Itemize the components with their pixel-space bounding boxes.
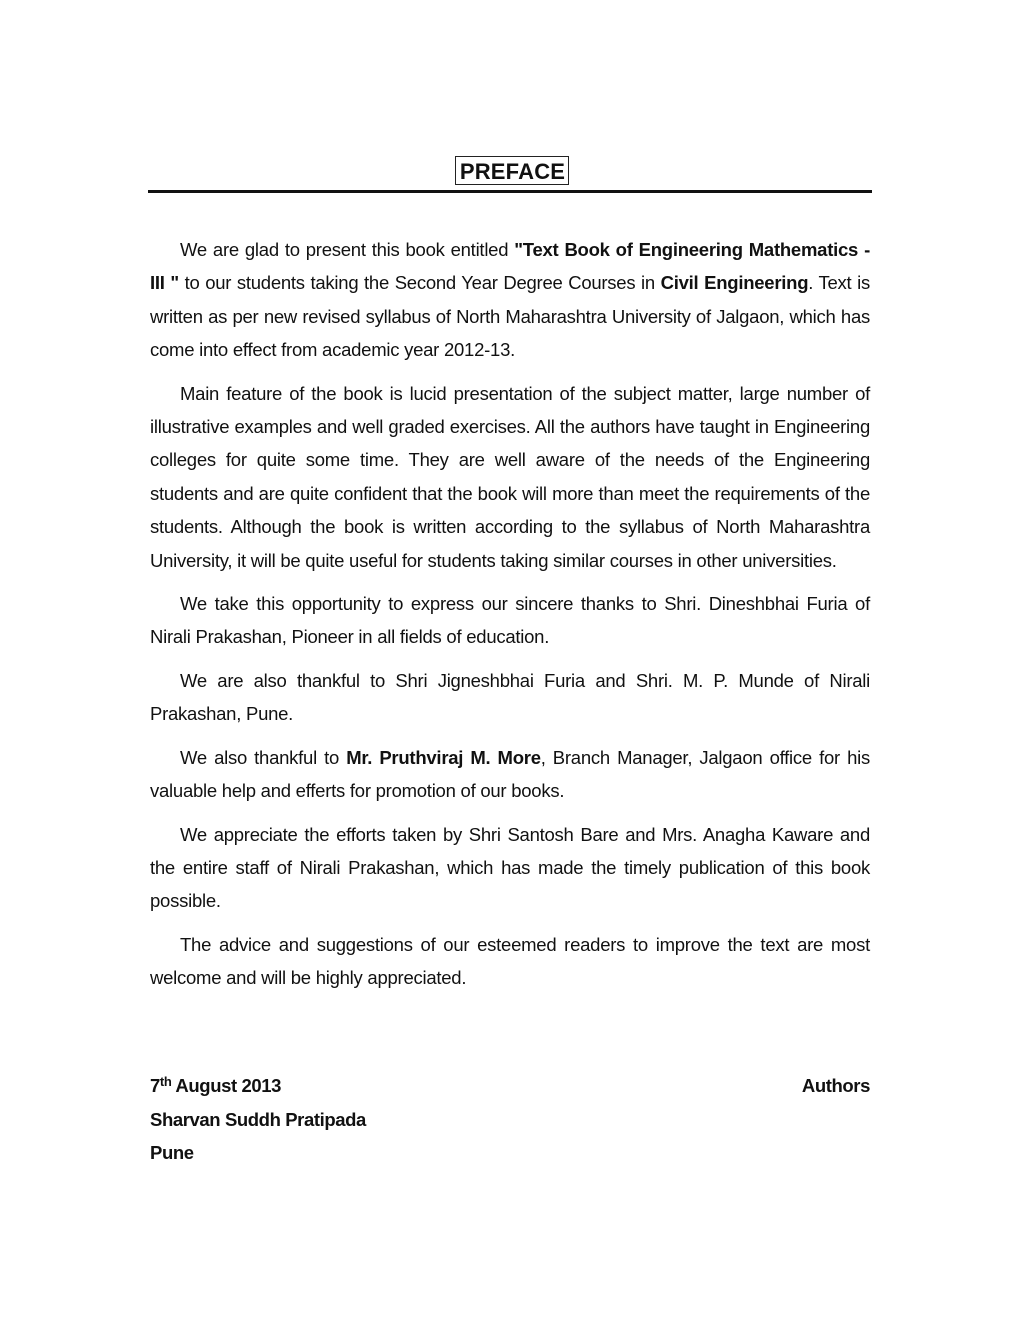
text-segment: The advice and suggestions of our esteemed readers to improve the text are most welcome and will be highly appreciated. [150, 933, 870, 989]
text-segment: Main feature of the book is lucid presentation of the subject matter, large number of illustrative examples and well graded exercises. All the authors have taught in Engineering colleges for quite some time. They are well aware of the needs of the Engineering students and are quite confident that the book will more than meet the requirements of the students. Although the book is written according to the syllabus of North Maharashtra University, it will be quite useful for students taking similar courses in other universities. [150, 382, 870, 571]
course-name: Civil Engineering [660, 272, 809, 294]
paragraph-suggestions [150, 928, 870, 995]
title-rule-divider [148, 190, 872, 193]
paragraph-thanks-jigneshbhai [150, 664, 870, 731]
title-container [0, 156, 1020, 185]
text-segment: We also thankful to [180, 746, 347, 768]
text-segment: We take this opportunity to express our sincere thanks to Shri. Dineshbhai Furia of Nirali Prakashan, Pioneer in all fields of education. [150, 593, 870, 648]
preface-body [150, 233, 870, 1005]
text-segment: We are also thankful to Shri Jigneshbhai Furia and Shri. M. P. Munde of Nirali Prakashan, Pune. [150, 669, 870, 725]
signature-date: 7th August 2013 [150, 1074, 282, 1096]
text-segment: We are glad to present this book entitled [180, 239, 515, 260]
paragraph-thanks-dineshbhai [150, 587, 870, 654]
text-segment: , Branch Manager, Jalgaon office for his valuable help and efferts for promotion of our books. [150, 746, 871, 802]
signature-date-line [150, 1075, 870, 1097]
paragraph-appreciation [150, 818, 870, 918]
text-segment: . Text is written as per new revised syllabus of North Maharashtra University of Jalgaon, which has come into effect from academic year 2012-13. [150, 272, 870, 361]
paragraph-features [150, 377, 870, 577]
signature-occasion: Sharvan Suddh Pratipada [150, 1109, 366, 1130]
page-title: PREFACE [455, 156, 569, 185]
signature-place: Pune [150, 1142, 194, 1163]
paragraph-thanks-more [150, 741, 870, 808]
text-segment: to our students taking the Second Year Degree Courses in [178, 272, 661, 294]
signature-authors: Authors [801, 1075, 870, 1096]
text-segment: We appreciate the efforts taken by Shri Santosh Bare and Mrs. Anagha Kaware and the entire staff of Nirali Prakashan, which has made the timely publication of this book possible. [150, 823, 870, 912]
person-name: Mr. Pruthviraj M. More [346, 746, 541, 768]
book-title: "Text Book of Engineering Mathematics - III " [150, 239, 870, 294]
paragraph-intro [150, 233, 870, 367]
